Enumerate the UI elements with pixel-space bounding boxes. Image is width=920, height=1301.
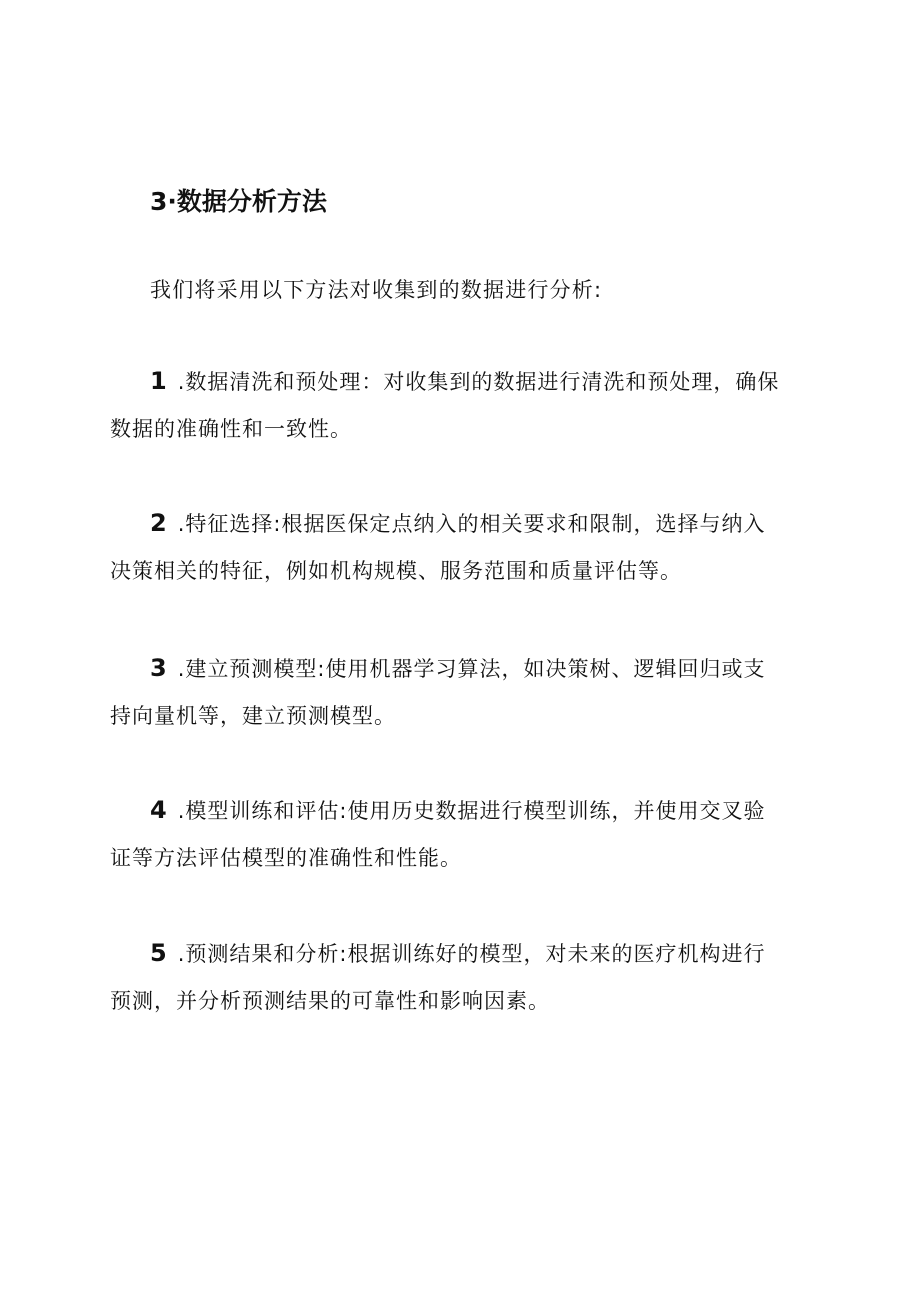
intro-paragraph: 我们将采用以下方法对收集到的数据进行分析: bbox=[150, 278, 603, 302]
list-item-first-line bbox=[110, 930, 810, 978]
list-item-text: .数据清洗和预处理：对收集到的数据进行清洗和预处理，确保 bbox=[177, 370, 780, 394]
list-item-continuation: 证等方法评估模型的准确性和性能。 bbox=[110, 846, 462, 870]
list-item-continuation: 预测，并分析预测结果的可靠性和影响因素。 bbox=[110, 989, 550, 1013]
list-item-first-line bbox=[110, 787, 810, 835]
list-item-number: 3 bbox=[150, 654, 168, 682]
list-item-continuation: 持向量机等，建立预测模型。 bbox=[110, 704, 396, 728]
list-item bbox=[110, 787, 810, 882]
section-heading: 3·数据分析方法 bbox=[150, 187, 327, 216]
list-item-continuation: 决策相关的特征，例如机构规模、服务范围和质量评估等。 bbox=[110, 559, 682, 583]
list-item-first-line bbox=[110, 500, 810, 548]
list-item bbox=[110, 645, 810, 740]
list-item-number: 1 bbox=[150, 367, 168, 395]
list-item bbox=[110, 500, 810, 595]
list-item-text: .模型训练和评估:使用历史数据进行模型训练，并使用交叉验 bbox=[177, 799, 766, 823]
list-item-continuation: 数据的准确性和一致性。 bbox=[110, 417, 352, 441]
list-item-text: .预测结果和分析:根据训练好的模型，对未来的医疗机构进行 bbox=[177, 942, 766, 966]
list-item-first-line bbox=[110, 358, 810, 406]
list-item bbox=[110, 930, 810, 1025]
list-item-number: 4 bbox=[150, 796, 168, 824]
list-item-number: 5 bbox=[150, 939, 168, 967]
list-item-text: .特征选择:根据医保定点纳入的相关要求和限制，选择与纳入 bbox=[177, 512, 766, 536]
list-item-number: 2 bbox=[150, 509, 168, 537]
list-item bbox=[110, 358, 810, 453]
list-item-first-line bbox=[110, 645, 810, 693]
list-item-text: .建立预测模型:使用机器学习算法，如决策树、逻辑回归或支 bbox=[177, 657, 766, 681]
